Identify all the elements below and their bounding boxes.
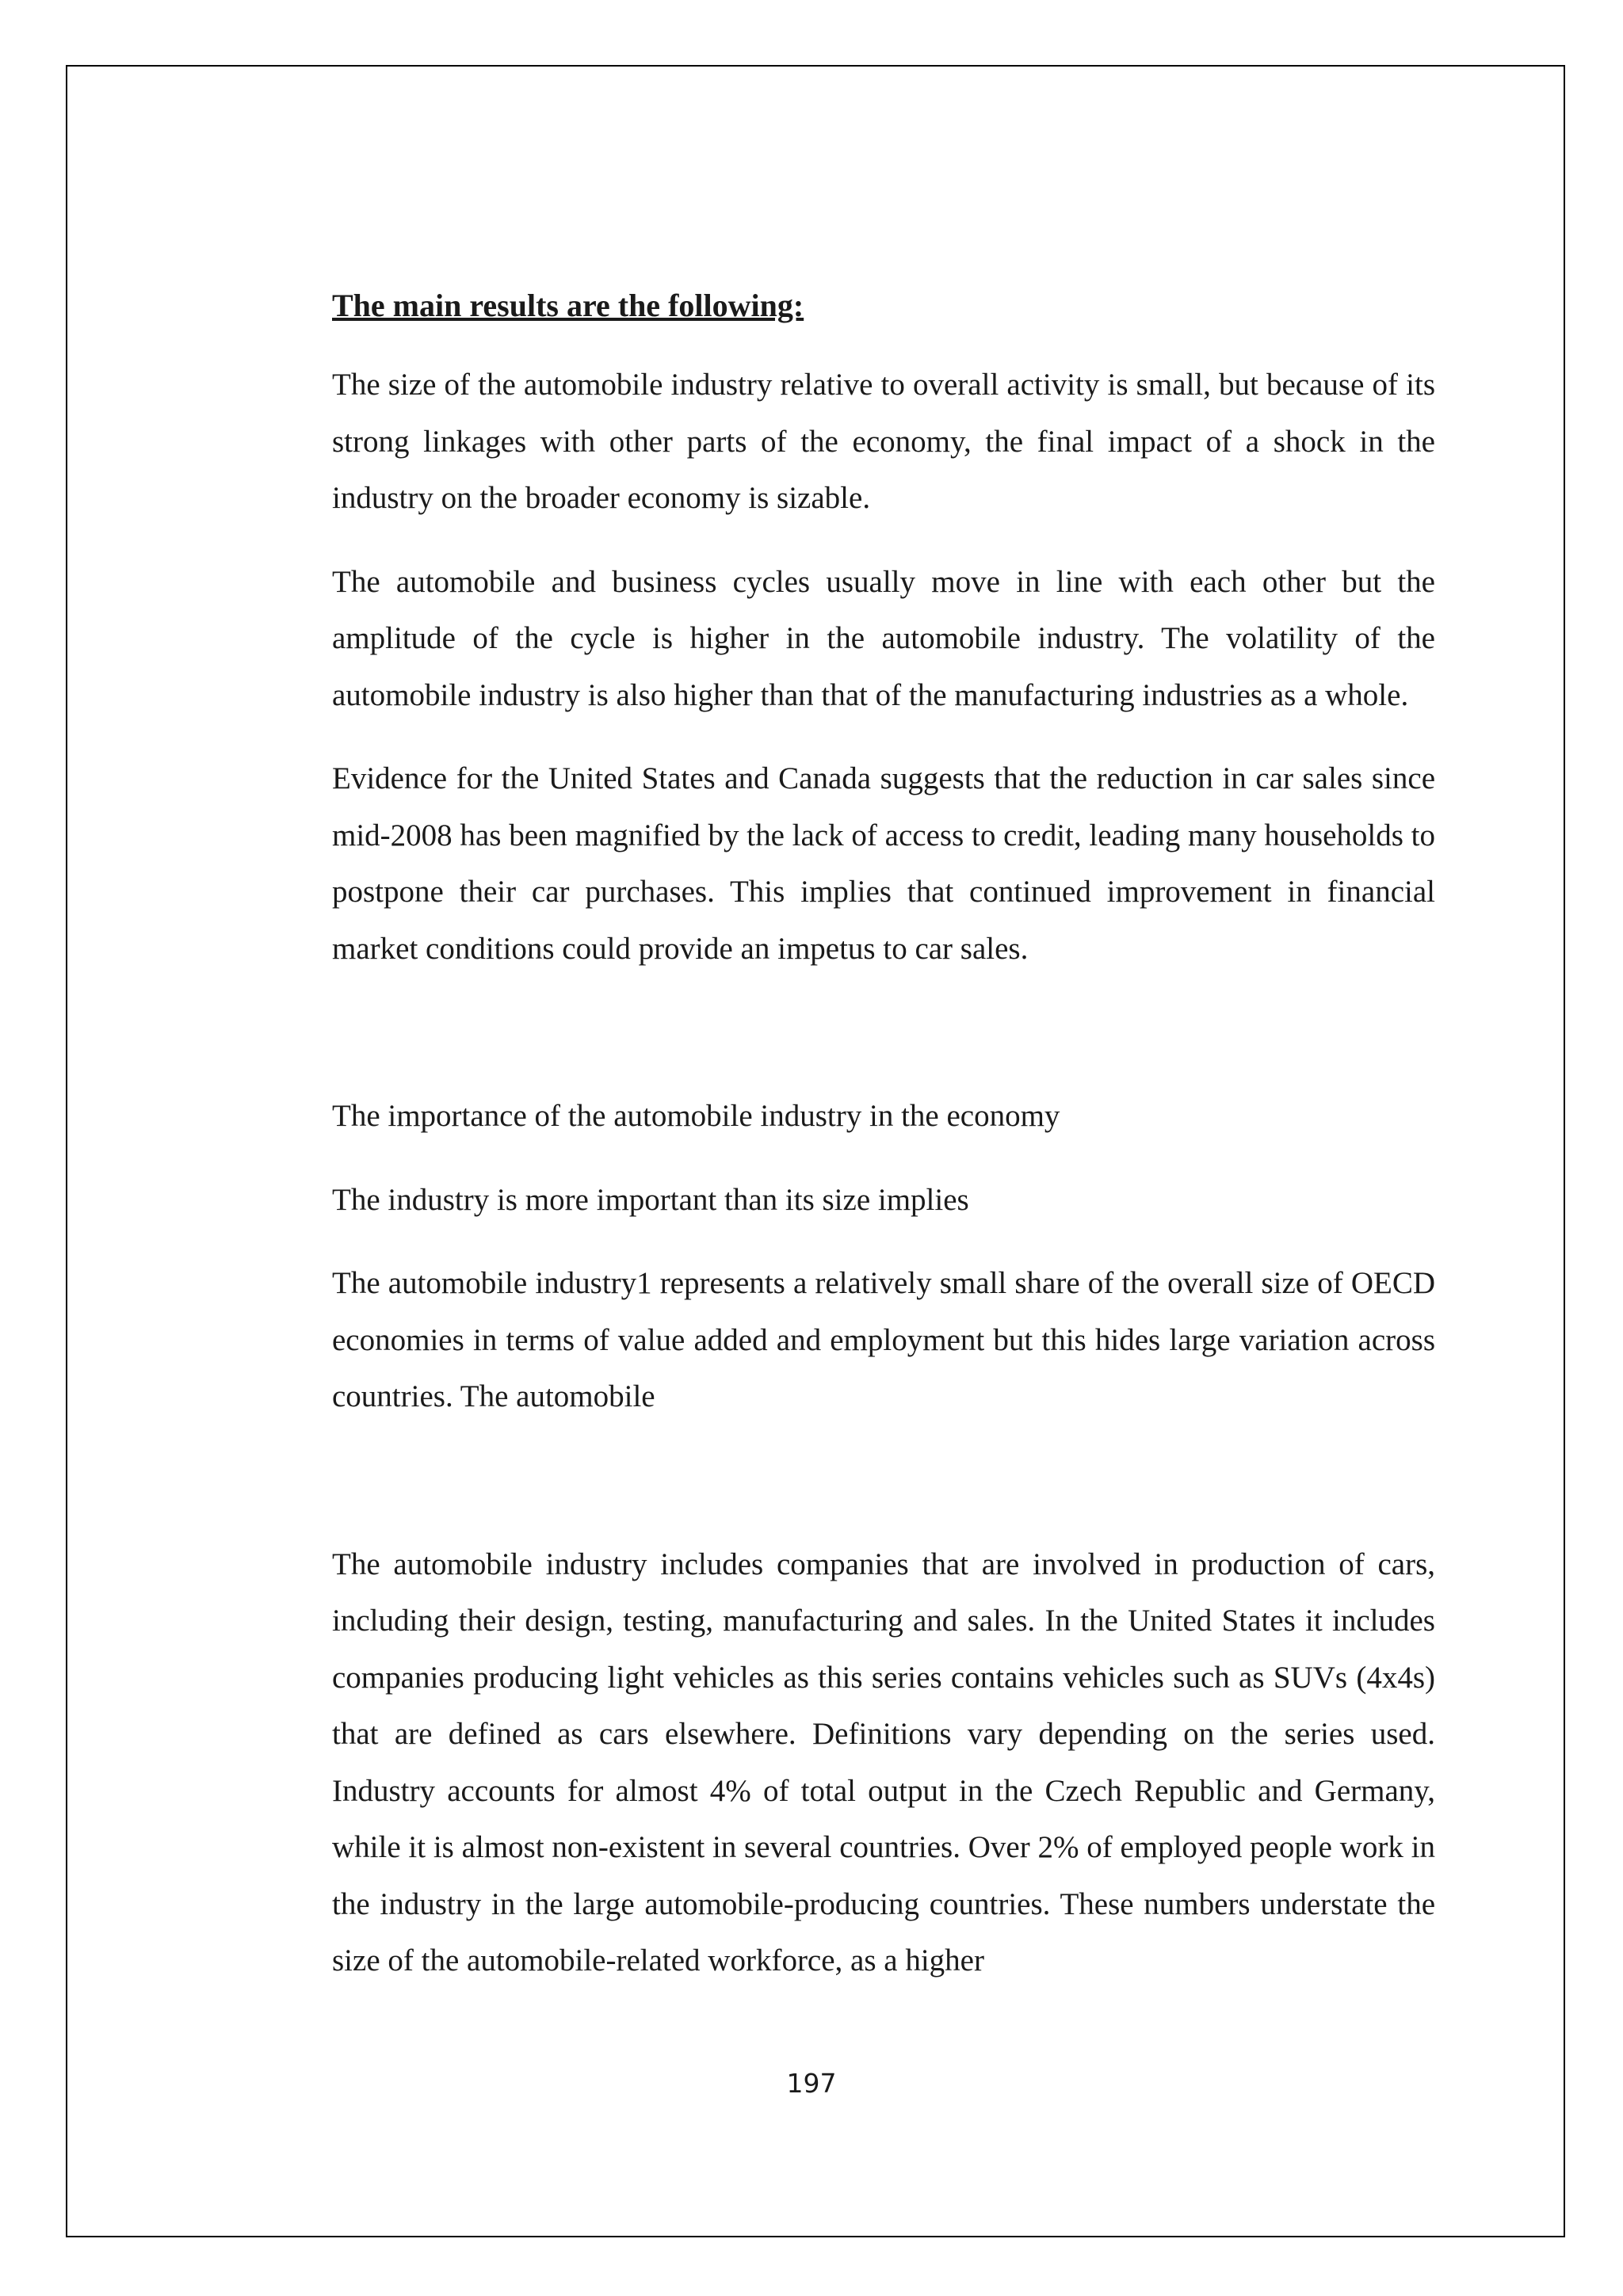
result-paragraph-3: Evidence for the United States and Canada suggests that the reduction in car sales since mid-2008 has been magnified by the lack of access to credit, leading many households to postpone their car purchases. This implies that continued improvement in financial market conditions could provide an impetus to car sales.	[332, 761, 1435, 966]
results-heading: The main results are the following:	[332, 288, 804, 323]
document-body	[332, 277, 1435, 2016]
result-paragraph-1: The size of the automobile industry relative to overall activity is small, but because of its strong linkages with other parts of the economy, the final impact of a shock in the industry on the broader economy is sizable.	[332, 368, 1435, 515]
page-number: 197	[786, 2068, 837, 2099]
subsection-title: The industry is more important than its size implies	[332, 1182, 969, 1217]
result-paragraph-2: The automobile and business cycles usually move in line with each other but the amplitude of the cycle is higher in the automobile industry. The volatility of the automobile industry is also higher than that of the manufacturing industries as a whole.	[332, 564, 1435, 712]
section-title: The importance of the automobile industry in the economy	[332, 1099, 1060, 1133]
footnote-paragraph: The automobile industry includes companies that are involved in production of cars, including their design, testing, manufacturing and sales. In the United States it includes companies producing light vehicles as this series contains vehicles such as SUVs (4x4s) that are defined as cars elsewhere. Definitions vary depending on the series used. Industry accounts for almost 4% of total output in the Czech Republic and Germany, while it is almost non-existent in several countries. Over 2% of employed people work in the industry in the large automobile-producing countries. These numbers understate the size of the automobile-related workforce, as a higher	[332, 1547, 1435, 1978]
section-paragraph: The automobile industry1 represents a relatively small share of the overall size of OECD economies in terms of value added and employment but this hides large variation across countries. The automobile	[332, 1266, 1435, 1413]
